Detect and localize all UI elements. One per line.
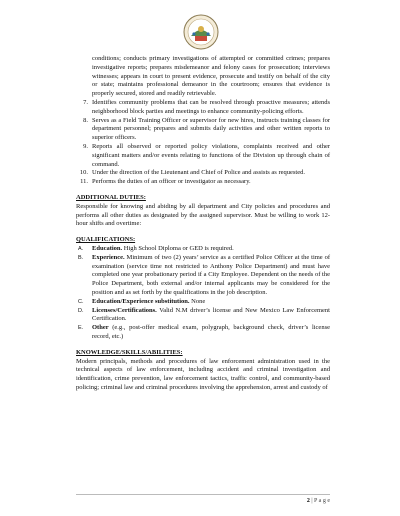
page-footer: [76, 494, 330, 504]
duties-list: [76, 99, 330, 187]
qualification-text: Minimum of two (2) years’ service as a certified Police Officer at the time of examination (service time not restricted to Anthony Police Department) and must have completed one year probationary period if a City Employee. Dependent on the needs of the Police Department, both external and/or internal applicants may be considered for the position and as set forth by the qualifications in the job description.: [92, 253, 330, 296]
duty-number: 10.: [79, 169, 88, 177]
duty-item-7: [83, 98, 330, 117]
qualification-letter: E.: [78, 325, 84, 332]
qualification-text: None: [189, 297, 206, 305]
qualification-text: (e.g., post-offer medical exam, polygraph, background check, driver’s license record, etc.): [92, 324, 330, 340]
duty-number: 9.: [83, 142, 88, 150]
duty-text: Reports all observed or reported policy violations, complaints received and other significant matters and/or events relating to functions of the Division up through chain of command.: [92, 142, 330, 168]
duty-text: Serves as a Field Training Officer or supervisor for new hires, instructs training classes for department personnel; prepares and submits daily activities and other written reports to superior officers.: [92, 116, 330, 142]
duty-number: 7.: [83, 98, 88, 106]
duty-item-10: [79, 169, 330, 178]
knowledge-skills-text: Modern principals, methods and procedures of law enforcement administration used in the technical aspects of law enforcement, including accident and criminal investigation and identification, crime prevention, law enforcement tactics, traffic control, and community-based policing; criminal law and criminal procedures involving the apprehension, arrest and custody of: [76, 357, 330, 391]
qualification-letter: A.: [78, 245, 84, 252]
qualification-letter: C.: [78, 298, 84, 305]
qualification-title: Education.: [92, 244, 123, 252]
additional-duties-heading: ADDITIONAL DUTIES:: [76, 193, 146, 201]
qualification-title: Experience.: [92, 253, 125, 261]
qualification-item-d: [78, 306, 330, 325]
additional-duties-text: Responsible for knowing and abiding by all department and City policies and procedures and performs all other duties as designated by the assigned supervisor. Must be willing to work 12-hour shifts and overtime:: [76, 202, 330, 228]
qualification-letter: B.: [78, 254, 84, 261]
qualification-item-a: [78, 244, 330, 254]
page-label: P a g e: [314, 498, 330, 504]
duty-text: Performs the duties of an officer or investigator as necessary.: [92, 178, 251, 186]
document-body: [76, 55, 330, 393]
duty-number: 11.: [80, 178, 88, 186]
duty-text: Identifies community problems that can be resolved through proactive measures; attends neighborhood block parties and meetings to enhance community-policing efforts.: [92, 98, 330, 115]
knowledge-skills-heading: KNOWLEDGE/SKILLS/ABILITIES:: [76, 348, 183, 356]
footer-separator: |: [309, 498, 315, 504]
duty-item-11: [80, 178, 330, 187]
duty-number: 8.: [83, 116, 88, 124]
page-number: 2: [306, 498, 310, 504]
duty-item-8: [83, 116, 330, 143]
qualification-item-c: [78, 297, 330, 307]
qualification-item-b: [78, 253, 330, 298]
qualification-text: Valid N.M driver’s license and New Mexico Law Enforcement Certification.: [92, 306, 330, 323]
qualification-text: High School Diploma or GED is required.: [122, 244, 234, 252]
qualification-title: Education/Experience substitution.: [92, 297, 190, 305]
qualifications-heading: QUALIFICATIONS:: [76, 236, 136, 244]
qualification-letter: D.: [78, 307, 84, 314]
city-seal-icon: [183, 14, 219, 50]
duty-continuation-text: conditions; conducts primary investigations of attempted or committed crimes; prepares investigative reports; prepares misdemeanor and felony cases for prosecution; interviews witnesses; appears in court to present evidence, prosecute and testify on behalf of the city or state; maintains professional demeanor in the courtroom; ensures that evidence is properly secured, stored and readily retrievable.: [92, 55, 330, 98]
qualification-title: Licenses/Certifications.: [92, 306, 157, 314]
qualification-title: Other: [92, 324, 109, 332]
duty-item-9: [83, 142, 330, 169]
qualification-item-e: [78, 324, 330, 342]
qualifications-list: [76, 245, 330, 342]
duty-text: Under the direction of the Lieutenant and Chief of Police and assists as requested.: [92, 169, 305, 177]
